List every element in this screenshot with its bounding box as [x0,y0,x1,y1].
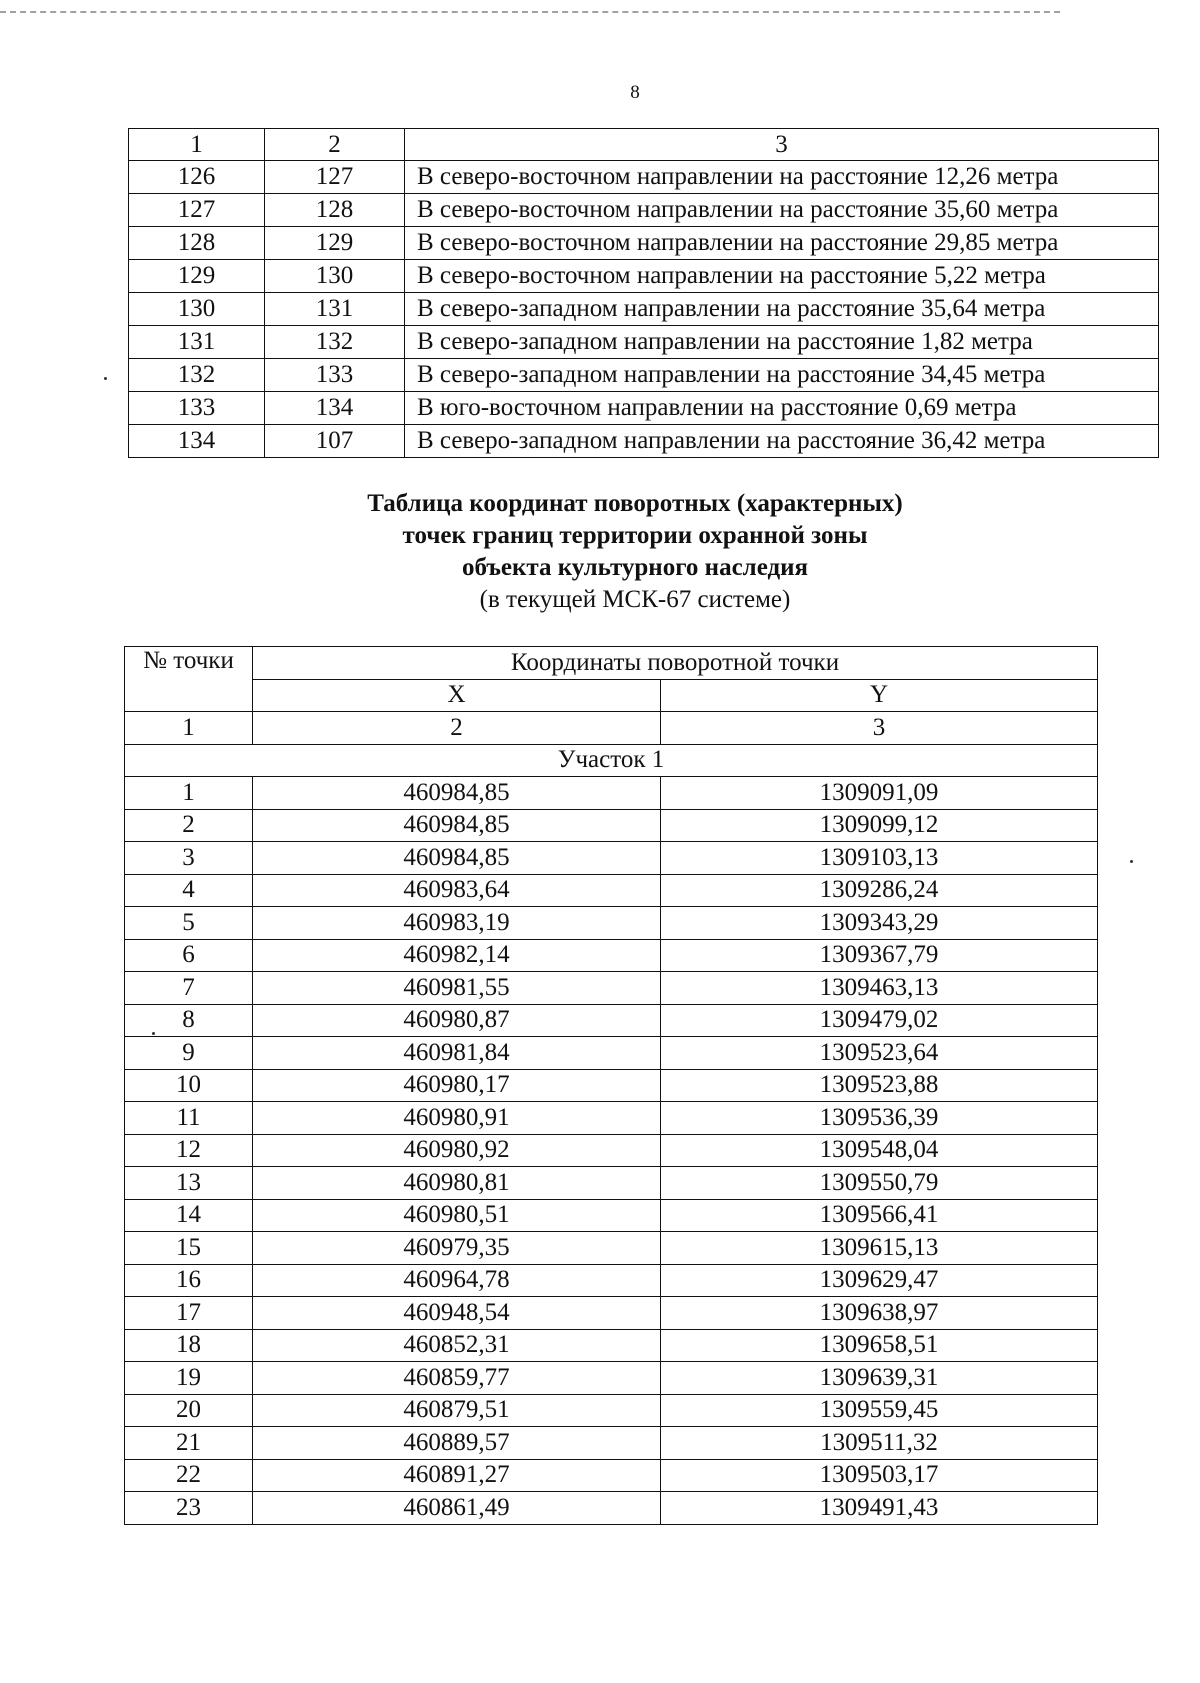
coordinates-table [124,646,1098,1525]
coordinate-x: 460980,92 [253,1134,661,1167]
coordinates-subheader-row [125,679,1098,712]
coordinate-x: 460948,54 [253,1297,661,1330]
coordinate-y: 1309566,41 [661,1199,1098,1232]
point-number: 13 [125,1167,253,1200]
segment-description: В северо-восточном направлении на расстояние 35,60 метра [405,194,1159,227]
coordinate-x: 460984,85 [253,809,661,842]
segment-to: 130 [265,260,405,293]
point-number: 17 [125,1297,253,1330]
point-number: 5 [125,907,253,940]
table-row [129,227,1159,260]
coordinate-x: 460859,77 [253,1362,661,1395]
coordinate-y: 1309523,88 [661,1069,1098,1102]
table-row [129,260,1159,293]
table-row [125,1134,1098,1167]
point-number: 2 [125,809,253,842]
point-number: 19 [125,1362,253,1395]
coordinate-x: 460984,85 [253,842,661,875]
coordinate-y: 1309658,51 [661,1329,1098,1362]
coordinates-header: Координаты поворотной точки [253,647,1098,680]
table-row [129,425,1159,458]
coordinate-x: 460981,84 [253,1037,661,1070]
point-number-header: № точки [125,647,253,712]
segment-description: В северо-западном направлении на расстояние 36,42 метра [405,425,1159,458]
coordinate-x: 460861,49 [253,1492,661,1525]
coordinate-x: 460891,27 [253,1459,661,1492]
segments-table [128,128,1159,458]
segment-from: 134 [129,425,265,458]
table-row [125,1394,1098,1427]
coordinate-y: 1309091,09 [661,777,1098,810]
point-number: 9 [125,1037,253,1070]
scan-speck [1130,860,1133,863]
table-row [125,939,1098,972]
table-row [125,907,1098,940]
segments-header-row [129,129,1159,161]
table-row [125,1297,1098,1330]
table-row [125,1459,1098,1492]
table-row [129,359,1159,392]
table-row [125,842,1098,875]
coordinate-y: 1309286,24 [661,874,1098,907]
table-row [125,1264,1098,1297]
point-number: 6 [125,939,253,972]
column-number-2: 2 [253,712,661,745]
coordinate-x: 460983,19 [253,907,661,940]
coordinates-header-row [125,647,1098,680]
coordinate-x: 460980,51 [253,1199,661,1232]
table-row [125,1329,1098,1362]
table-row [129,326,1159,359]
segment-from: 126 [129,161,265,194]
coordinate-x: 460979,35 [253,1232,661,1265]
point-number: 1 [125,777,253,810]
segment-description: В северо-западном направлении на расстояние 1,82 метра [405,326,1159,359]
segments-header-col1: 1 [129,129,265,161]
segment-description: В северо-восточном направлении на расстояние 29,85 метра [405,227,1159,260]
column-number-3: 3 [661,712,1098,745]
coordinate-x: 460982,14 [253,939,661,972]
point-number: 21 [125,1427,253,1460]
table-row [125,1232,1098,1265]
coordinate-x: 460889,57 [253,1427,661,1460]
table-row [125,874,1098,907]
coordinate-y: 1309511,32 [661,1427,1098,1460]
segment-description: В юго-восточном направлении на расстояние 0,69 метра [405,392,1159,425]
table-row [125,1427,1098,1460]
point-number: 14 [125,1199,253,1232]
segment-to: 129 [265,227,405,260]
segment-to: 132 [265,326,405,359]
scan-speck [152,1032,155,1035]
coordinate-y: 1309638,97 [661,1297,1098,1330]
heading-line-4: (в текущей МСК-67 системе) [479,586,791,613]
heading-line-2: точек границ территории охранной зоны [402,522,868,549]
table-row [125,1037,1098,1070]
coordinate-y: 1309479,02 [661,1004,1098,1037]
segment-description: В северо-западном направлении на расстояние 34,45 метра [405,359,1159,392]
column-number-row [125,712,1098,745]
section-label: Участок 1 [125,744,1098,777]
segments-header-col2: 2 [265,129,405,161]
point-number: 4 [125,874,253,907]
segment-to: 128 [265,194,405,227]
x-header: X [253,679,661,712]
coordinate-y: 1309099,12 [661,809,1098,842]
segment-from: 128 [129,227,265,260]
point-number: 7 [125,972,253,1005]
coordinate-y: 1309523,64 [661,1037,1098,1070]
point-number: 3 [125,842,253,875]
point-number: 15 [125,1232,253,1265]
scan-speck [104,377,107,380]
table-row [129,194,1159,227]
point-number: 8 [125,1004,253,1037]
point-number: 23 [125,1492,253,1525]
point-number: 20 [125,1394,253,1427]
table-row [125,809,1098,842]
table-row [125,1362,1098,1395]
point-number: 22 [125,1459,253,1492]
point-number: 18 [125,1329,253,1362]
segment-to: 133 [265,359,405,392]
segment-description: В северо-западном направлении на расстояние 35,64 метра [405,293,1159,326]
coordinate-y: 1309491,43 [661,1492,1098,1525]
segment-description: В северо-восточном направлении на расстояние 5,22 метра [405,260,1159,293]
table-row [125,1004,1098,1037]
table-row [129,392,1159,425]
heading-line-3: объекта культурного наследия [461,554,809,581]
table-row [125,1199,1098,1232]
coordinate-y: 1309463,13 [661,972,1098,1005]
segment-to: 131 [265,293,405,326]
coordinate-x: 460983,64 [253,874,661,907]
point-number: 11 [125,1102,253,1135]
segments-header-col3: 3 [405,129,1159,161]
coordinate-y: 1309550,79 [661,1167,1098,1200]
scan-edge-line [0,11,1060,13]
coordinate-x: 460980,91 [253,1102,661,1135]
coordinates-heading [0,488,1200,616]
y-header: Y [661,679,1098,712]
page-number: 8 [630,82,640,103]
section-row [125,744,1098,777]
coordinate-x: 460964,78 [253,1264,661,1297]
point-number: 16 [125,1264,253,1297]
column-number-1: 1 [125,712,253,745]
coordinate-x: 460852,31 [253,1329,661,1362]
table-row [125,1167,1098,1200]
point-number: 10 [125,1069,253,1102]
point-number: 12 [125,1134,253,1167]
segment-from: 127 [129,194,265,227]
segment-to: 134 [265,392,405,425]
segment-to: 107 [265,425,405,458]
coordinate-x: 460980,87 [253,1004,661,1037]
coordinate-y: 1309503,17 [661,1459,1098,1492]
coordinate-y: 1309629,47 [661,1264,1098,1297]
segment-from: 132 [129,359,265,392]
segment-from: 129 [129,260,265,293]
table-row [125,972,1098,1005]
coordinate-y: 1309548,04 [661,1134,1098,1167]
coordinate-y: 1309559,45 [661,1394,1098,1427]
segment-to: 127 [265,161,405,194]
coordinate-x: 460980,81 [253,1167,661,1200]
table-row [125,1102,1098,1135]
coordinate-y: 1309536,39 [661,1102,1098,1135]
coordinate-y: 1309103,13 [661,842,1098,875]
table-row [125,1069,1098,1102]
table-row [125,1492,1098,1525]
coordinate-x: 460984,85 [253,777,661,810]
heading-line-1: Таблица координат поворотных (характерных) [367,490,903,517]
segment-from: 133 [129,392,265,425]
table-row [125,777,1098,810]
coordinate-y: 1309639,31 [661,1362,1098,1395]
coordinate-y: 1309343,29 [661,907,1098,940]
segment-description: В северо-восточном направлении на расстояние 12,26 метра [405,161,1159,194]
coordinate-x: 460980,17 [253,1069,661,1102]
coordinate-y: 1309367,79 [661,939,1098,972]
segment-from: 130 [129,293,265,326]
table-row [129,293,1159,326]
segment-from: 131 [129,326,265,359]
coordinate-x: 460981,55 [253,972,661,1005]
coordinate-y: 1309615,13 [661,1232,1098,1265]
coordinate-x: 460879,51 [253,1394,661,1427]
table-row [129,161,1159,194]
